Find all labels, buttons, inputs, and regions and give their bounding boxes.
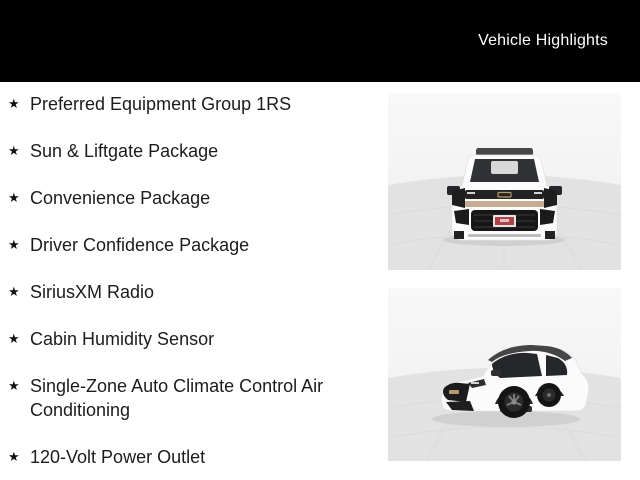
feature-text: Cabin Humidity Sensor	[30, 329, 215, 349]
star-bullet-icon: ★	[8, 331, 20, 346]
rear-wheel	[537, 383, 561, 407]
photo-column	[388, 93, 621, 480]
star-bullet-icon: ★	[8, 190, 20, 205]
header-bar	[0, 0, 640, 82]
feature-text: Driver Confidence Package	[30, 235, 250, 255]
content-area	[0, 82, 640, 480]
page-title: Vehicle Highlights	[478, 32, 608, 49]
star-bullet-icon: ★	[8, 96, 20, 111]
feature-item	[8, 92, 388, 116]
feature-item	[8, 445, 388, 469]
star-bullet-icon: ★	[8, 237, 20, 252]
feature-text: Preferred Equipment Group 1RS	[30, 94, 292, 114]
feature-item	[8, 374, 388, 422]
feature-item	[8, 233, 388, 257]
feature-item	[8, 186, 388, 210]
star-bullet-icon: ★	[8, 378, 20, 393]
front-wheel	[498, 386, 530, 418]
photo-front-view	[388, 93, 621, 270]
star-bullet-icon: ★	[8, 449, 20, 464]
feature-text: Sun & Liftgate Package	[30, 141, 219, 161]
feature-item	[8, 280, 388, 304]
feature-item	[8, 327, 388, 351]
feature-list	[0, 82, 388, 480]
photo-three-quarter-view	[388, 288, 621, 461]
feature-text: SiriusXM Radio	[30, 282, 155, 302]
star-bullet-icon: ★	[8, 143, 20, 158]
star-bullet-icon: ★	[8, 284, 20, 299]
feature-text: Convenience Package	[30, 188, 211, 208]
feature-text: 120-Volt Power Outlet	[30, 447, 206, 467]
feature-item	[8, 139, 388, 163]
feature-text: Single-Zone Auto Climate Control Air Conditioning	[30, 376, 324, 420]
